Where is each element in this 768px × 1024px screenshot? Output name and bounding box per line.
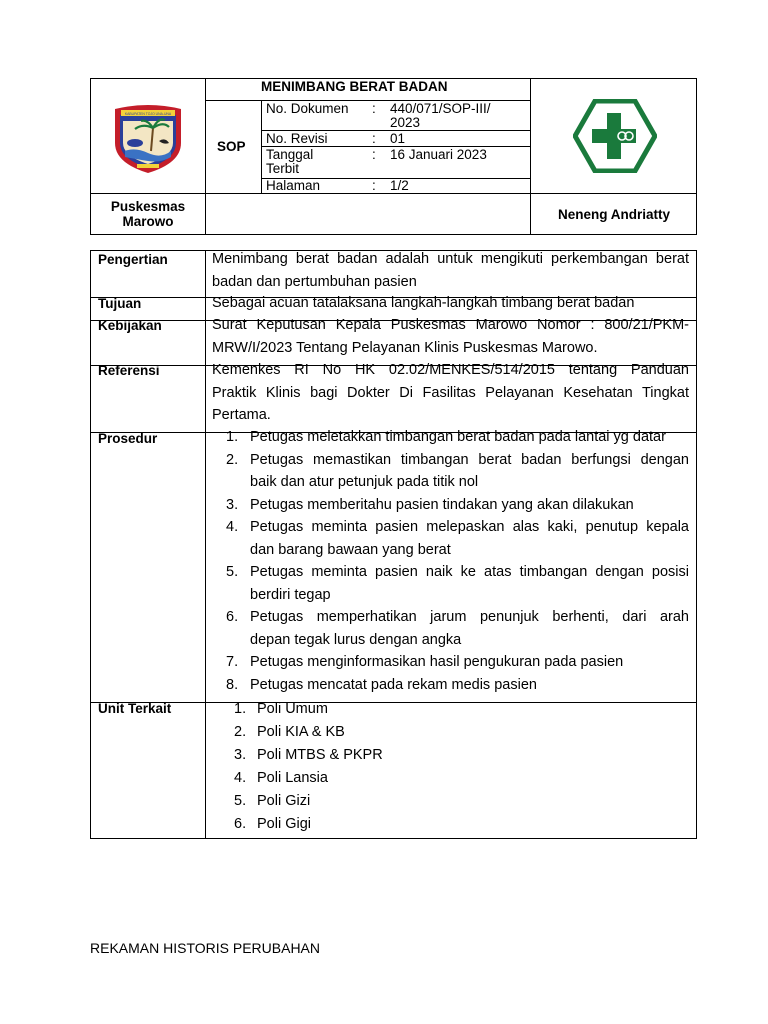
divider xyxy=(205,251,206,838)
list-item xyxy=(212,651,689,674)
text-line: Petugas memastikan timbangan berat badan berfungsi dengan xyxy=(250,451,689,468)
list-item xyxy=(212,494,689,517)
list-number: 6. xyxy=(226,609,239,625)
puskesmas-logo xyxy=(573,99,657,173)
text-line: Petugas menginformasikan hasil pengukuran pada pasien xyxy=(250,654,624,670)
divider xyxy=(91,193,697,194)
field-label-halaman: Halaman xyxy=(266,178,321,193)
sop-header-table xyxy=(90,78,697,235)
list-item xyxy=(212,767,512,790)
list-number: 5. xyxy=(234,793,247,809)
field-label-tanggal: Tanggal xyxy=(266,147,314,162)
field-value-no-dokumen: 2023 xyxy=(390,115,421,130)
text-line: Petugas meminta pasien melepaskan alas kaki, penutup kepala xyxy=(250,519,689,535)
list-number: 2. xyxy=(234,724,247,740)
section-label-tujuan: Tujuan xyxy=(98,296,142,311)
unit-name: Poli Lansia xyxy=(257,770,328,786)
text-line: Kemenkes RI No HK 02.02/MENKES/514/2015 tentang Panduan xyxy=(212,362,689,378)
list-number: 3. xyxy=(234,747,247,763)
field-value-no-revisi: 01 xyxy=(390,131,406,146)
section-label-kebijakan: Kebijakan xyxy=(98,318,162,333)
list-item xyxy=(212,561,689,606)
list-item xyxy=(212,674,689,697)
text-line: Petugas meletakkan timbangan berat badan pada lantai yg datar xyxy=(250,429,666,445)
text-line: baik dan atur petunjuk pada titik nol xyxy=(250,474,479,490)
history-section-title: REKAMAN HISTORIS PERUBAHAN xyxy=(90,940,321,956)
text-line: Menimbang berat badan adalah untuk mengikuti perkembangan berat xyxy=(212,251,689,267)
text-line: dan barang bawaan yang berat xyxy=(250,541,451,558)
text-line: Praktik Klinis bagi Dokter Di Fasilitas Pelayanan Kesehatan Tingkat xyxy=(212,384,689,401)
text-line: Surat Keputusan Kepala Puskesmas Marowo Nomor : 800/21/PKM- xyxy=(212,317,689,333)
section-text-kebijakan xyxy=(212,314,689,359)
list-number: 2. xyxy=(226,451,239,468)
text-line: Petugas memberitahu pasien tindakan yang akan dilakukan xyxy=(250,496,634,513)
field-sep: : xyxy=(372,131,376,146)
divider xyxy=(261,101,262,193)
field-value-halaman: 1/2 xyxy=(390,178,409,193)
org-name: Marowo xyxy=(122,214,174,229)
list-item xyxy=(212,606,689,651)
text-line: depan tegak lurus dengan angka xyxy=(250,631,462,648)
list-number: 1. xyxy=(234,701,247,717)
list-number: 1. xyxy=(226,429,239,445)
unit-terkait-list xyxy=(212,698,512,836)
org-name: Puskesmas xyxy=(110,199,186,214)
text-line: Sebagai acuan tatalaksana langkah-langkah timbang berat badan xyxy=(212,295,635,311)
list-number: 4. xyxy=(234,770,247,786)
field-sep: : xyxy=(372,101,376,116)
signer-name: Neneng Andriatty xyxy=(557,207,670,222)
section-label-referensi: Referensi xyxy=(98,363,160,378)
field-sep: : xyxy=(372,178,376,193)
list-number: 5. xyxy=(226,564,239,580)
list-item xyxy=(212,790,512,813)
sop-label: SOP xyxy=(217,139,246,154)
field-label-no-revisi: No. Revisi xyxy=(266,131,328,146)
list-item xyxy=(212,813,512,836)
text-line: Pertama. xyxy=(212,407,271,423)
section-text-referensi xyxy=(212,359,689,427)
text-line: berdiri tegap xyxy=(250,586,331,603)
list-item xyxy=(212,426,689,449)
unit-name: Poli Gigi xyxy=(257,816,311,832)
sop-body-table xyxy=(90,250,697,839)
text-line: Petugas mencatat pada rekam medis pasien xyxy=(250,676,537,693)
text-line: Petugas meminta pasien naik ke atas timbangan dengan posisi xyxy=(250,564,689,580)
field-sep: : xyxy=(372,147,376,162)
section-label-pengertian: Pengertian xyxy=(98,252,168,267)
prosedur-list xyxy=(212,426,689,696)
list-item xyxy=(212,721,512,744)
regency-shield-logo xyxy=(111,101,185,175)
list-item xyxy=(212,698,512,721)
divider xyxy=(205,79,206,235)
unit-name: Poli Gizi xyxy=(257,793,311,809)
list-item xyxy=(212,449,689,494)
section-text-tujuan xyxy=(212,292,689,315)
field-value-tanggal-terbit: 16 Januari 2023 xyxy=(390,147,487,162)
field-label-terbit: Terbit xyxy=(266,161,300,176)
unit-name: Poli MTBS & PKPR xyxy=(257,747,383,763)
field-value-no-dokumen: 440/071/SOP-III/ xyxy=(390,101,491,116)
text-line: Petugas memperhatikan jarum penunjuk berhenti, dari arah xyxy=(250,609,689,625)
section-label-unit-terkait: Unit Terkait xyxy=(98,701,172,716)
section-label-prosedur: Prosedur xyxy=(98,431,158,446)
list-number: 7. xyxy=(226,654,239,670)
unit-name: Poli KIA & KB xyxy=(257,724,345,740)
section-text-pengertian xyxy=(212,248,689,293)
document-title: MENIMBANG BERAT BADAN xyxy=(261,79,448,94)
list-number: 3. xyxy=(226,496,239,513)
list-number: 6. xyxy=(234,816,247,832)
list-number: 8. xyxy=(226,676,239,693)
list-item xyxy=(212,516,689,561)
text-line: MRW/I/2023 Tentang Pelayanan Klinis Puskesmas Marowo. xyxy=(212,339,598,356)
field-label-no-dokumen: No. Dokumen xyxy=(266,101,349,116)
text-line: badan dan pertumbuhan pasien xyxy=(212,273,417,290)
logo-text: KABUPATEN TOJO UNA-UNA xyxy=(124,112,172,116)
unit-name: Poli Umum xyxy=(257,701,328,717)
list-number: 4. xyxy=(226,519,239,535)
list-item xyxy=(212,744,512,767)
